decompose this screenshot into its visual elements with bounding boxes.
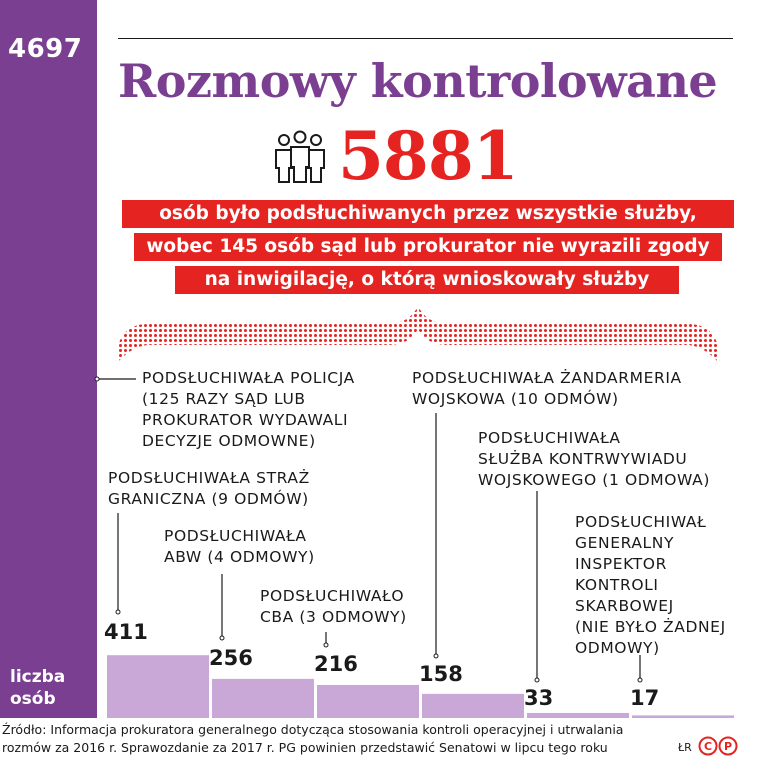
category-label-abw: PODSŁUCHIWAŁA ABW (4 ODMOWY)	[164, 527, 315, 566]
leader-dot-abw	[220, 636, 224, 640]
svg-text:P: P	[723, 740, 733, 753]
leader-dot-cba	[324, 643, 328, 647]
bar-giks	[632, 715, 734, 718]
bar-straz-graniczna	[107, 655, 209, 718]
y-axis-label: liczba osób	[10, 667, 66, 709]
bar-cba	[317, 685, 419, 718]
bar-skw	[527, 713, 629, 718]
value-label-cba: 216	[314, 652, 358, 676]
category-label-policja: PODSŁUCHIWAŁA POLICJA (125 RAZY SĄD LUB PROKURATOR WYDAWALI DECYZJE ODMOWNE)	[142, 369, 355, 450]
category-label-giks: PODSŁUCHIWAŁ GENERALNY INSPEKTOR KONTROLI SKARBOWEJ (NIE BYŁO ŻADNEJ ODMOWY)	[575, 513, 726, 657]
svg-text:C: C	[703, 740, 713, 753]
author-credit: ŁR	[678, 741, 692, 754]
category-label-skw: PODSŁUCHIWAŁA SŁUŻBA KONTRWYWIADU WOJSKOWEGO (1 ODMOWA)	[478, 429, 710, 489]
headline-line-3: na inwigilację, o którą wnioskowały służby	[175, 266, 679, 294]
value-label-skw: 33	[524, 686, 554, 710]
headline-line-2: wobec 145 osób sąd lub prokurator nie wyrazili zgody	[134, 233, 722, 261]
cp-logo-icon	[698, 736, 742, 756]
value-label-zandarmeria: 158	[419, 662, 463, 686]
value-label-abw: 256	[209, 646, 253, 670]
bar-abw	[212, 679, 314, 718]
headline-number: 5881	[338, 117, 518, 195]
source-note: Źródło: Informacja prokuratora generalnego dotycząca stosowania kontroli operacyjnej i utrwalania rozmów za 2016 r. Sprawozdanie za 2017 r. PG powinien przedstawić Senatowi w lipcu tego roku	[2, 722, 624, 755]
category-label-straz-graniczna: PODSŁUCHIWAŁA STRAŻ GRANICZNA (9 ODMÓW)	[108, 469, 310, 508]
value-label-policja: 4697	[8, 34, 83, 64]
leader-dot-policja	[95, 377, 99, 381]
leader-dot-straz-graniczna	[116, 610, 120, 614]
leader-dot-giks	[638, 678, 642, 682]
value-label-straz-graniczna: 411	[104, 620, 148, 644]
chart-title: Rozmowy kontrolowane	[118, 54, 718, 108]
headline-line-1: osób było podsłuchiwanych przez wszystkie służby,	[122, 200, 734, 228]
category-label-cba: PODSŁUCHIWAŁO CBA (3 ODMOWY)	[260, 587, 407, 626]
value-label-giks: 17	[630, 686, 660, 710]
bar-zandarmeria	[422, 694, 524, 718]
leader-dot-zandarmeria	[434, 654, 438, 658]
category-label-zandarmeria: PODSŁUCHIWAŁA ŻANDARMERIA WOJSKOWA (10 ODMÓW)	[412, 369, 682, 408]
leader-dot-skw	[535, 678, 539, 682]
